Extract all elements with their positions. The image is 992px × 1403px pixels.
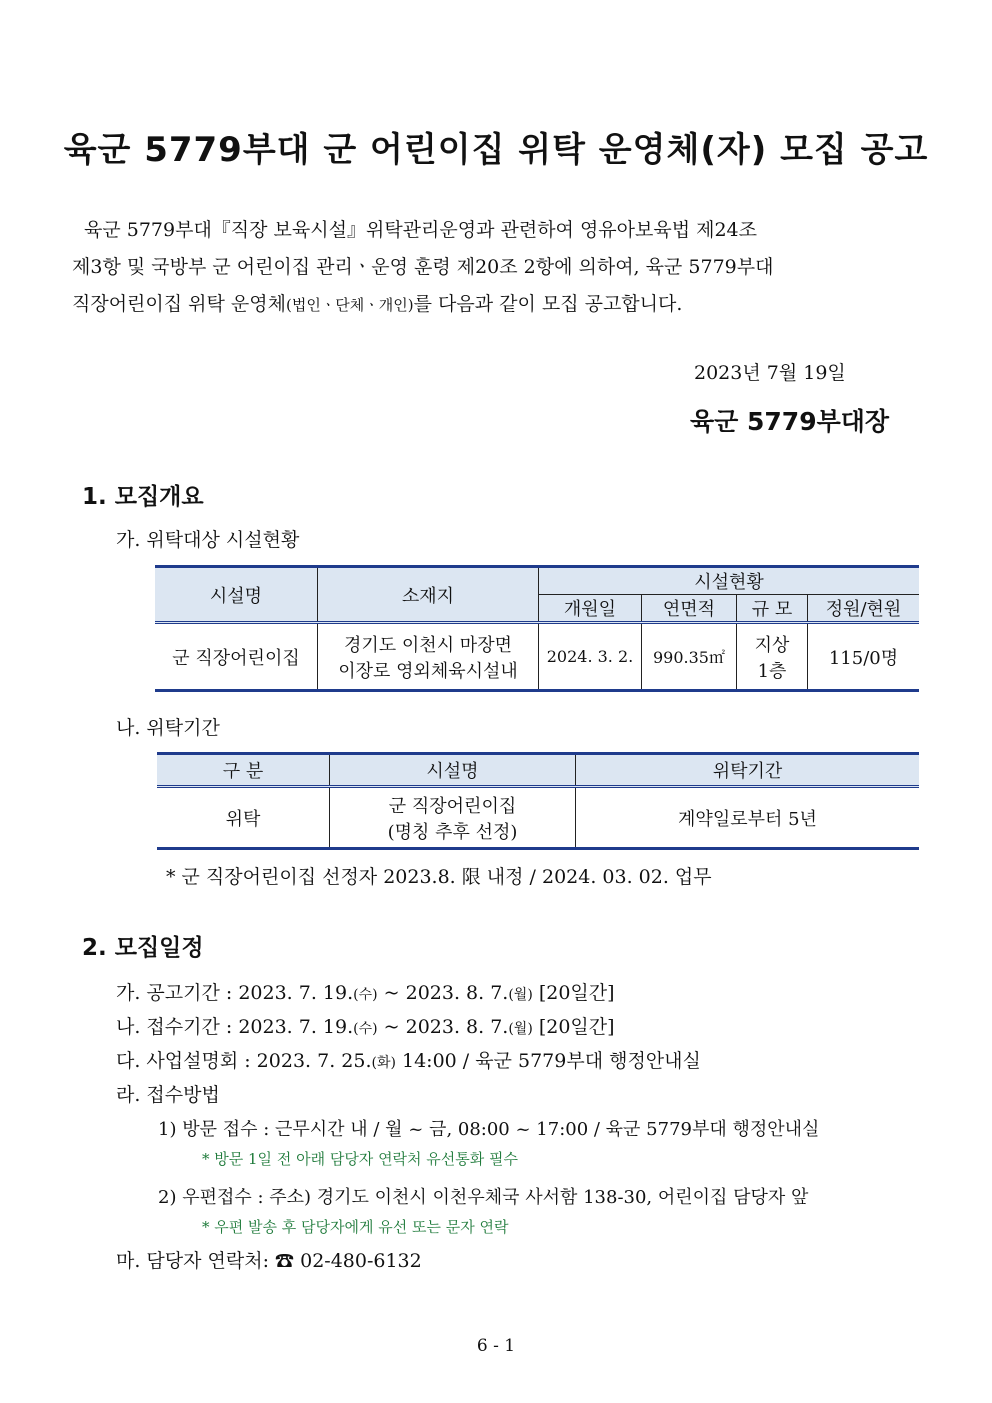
cell-line: 이장로 영외체육시설내 xyxy=(338,660,518,682)
weekday: (수) xyxy=(353,987,378,1003)
cell-line: 지상 xyxy=(754,634,790,656)
item-text: [20일간] xyxy=(532,982,615,1004)
cell-line: 1층 xyxy=(757,660,787,682)
weekday: (월) xyxy=(508,1021,533,1037)
contact-line xyxy=(116,1246,422,1273)
weekday: (월) xyxy=(508,987,533,1003)
page-title: 육군 5779부대 군 어린이집 위탁 운영체(자) 모집 공고 xyxy=(63,130,929,170)
table-cell xyxy=(737,623,808,691)
weekday: (화) xyxy=(371,1055,396,1071)
schedule-item xyxy=(116,1012,615,1039)
subsection-heading: 가. 위탁대상 시설현황 xyxy=(116,529,300,551)
header-cell: 위탁기간 xyxy=(576,754,920,787)
intro-paragraph xyxy=(72,212,932,324)
schedule-item xyxy=(116,978,615,1005)
table-cell xyxy=(330,787,576,849)
submission-method: 1) 방문 접수 : 근무시간 내 / 월 ~ 금, 08:00 ~ 17:00 / 육군 5779부대 행정안내실 xyxy=(158,1119,820,1140)
intro-line xyxy=(72,286,932,324)
method-note: * 우편 발송 후 담당자에게 유선 또는 문자 연락 xyxy=(202,1218,509,1236)
table-cell: 군 직장어린이집 xyxy=(155,623,318,691)
header-cell: 정원/현원 xyxy=(808,595,920,623)
item-text: 나. 접수기간 : 2023. 7. 19. xyxy=(116,1016,354,1038)
contact-label: 마. 담당자 연락처: xyxy=(116,1250,276,1272)
table-cell: 115/0명 xyxy=(808,623,920,691)
phone-icon: ☎ xyxy=(275,1250,295,1272)
page-number: 6 - 1 xyxy=(476,1336,516,1356)
intro-line: 제3항 및 국방부 군 어린이집 관리ㆍ운영 훈령 제20조 2항에 의하여, 육군 5779부대 xyxy=(72,256,774,278)
intro-text: 를 다음과 같이 모집 공고합니다. xyxy=(413,293,683,315)
header-cell: 시설명 xyxy=(330,754,576,787)
table-cell: 2024. 3. 2. xyxy=(539,623,642,691)
section-heading: 1. 모집개요 xyxy=(82,484,204,510)
cell-line: 경기도 이천시 마장면 xyxy=(344,634,512,656)
method-note: * 방문 1일 전 아래 담당자 연락처 유선통화 필수 xyxy=(202,1150,519,1168)
announcement-date: 2023년 7월 19일 xyxy=(694,362,846,384)
signer: 육군 5779부대장 xyxy=(690,407,890,436)
subsection-heading: 나. 위탁기간 xyxy=(116,717,220,739)
item-text: 다. 사업설명회 : 2023. 7. 25. xyxy=(116,1050,372,1072)
item-text: 14:00 / 육군 5779부대 행정안내실 xyxy=(395,1050,701,1072)
weekday: (수) xyxy=(353,1021,378,1037)
header-cell: 시설명 xyxy=(155,567,318,623)
schedule-item: 라. 접수방법 xyxy=(116,1084,220,1106)
item-text: ~ 2023. 8. 7. xyxy=(377,1016,509,1038)
intro-line: 육군 5779부대『직장 보육시설』위탁관리운영과 관련하여 영유아보육법 제24조 xyxy=(84,219,757,241)
facility-table xyxy=(155,565,919,692)
intro-small-text: (법인ㆍ단체ㆍ개인) xyxy=(285,296,414,314)
section-heading: 2. 모집일정 xyxy=(82,935,204,961)
table-cell: 990.35㎡ xyxy=(642,623,737,691)
schedule-item xyxy=(116,1046,701,1073)
item-text: ~ 2023. 8. 7. xyxy=(377,982,509,1004)
table-cell: 계약일로부터 5년 xyxy=(576,787,920,849)
cell-line: (명칭 추후 선정) xyxy=(387,821,518,843)
header-cell: 규 모 xyxy=(737,595,808,623)
contact-phone: 02-480-6132 xyxy=(294,1250,422,1272)
item-text: [20일간] xyxy=(532,1016,615,1038)
submission-method: 2) 우편접수 : 주소) 경기도 이천시 이천우체국 사서함 138-30, 어린이집 담당자 앞 xyxy=(158,1187,809,1208)
table-cell xyxy=(318,623,539,691)
table-cell: 위탁 xyxy=(157,787,330,849)
header-cell: 시설현황 xyxy=(539,567,920,595)
period-table xyxy=(157,752,919,850)
header-cell: 연면적 xyxy=(642,595,737,623)
header-cell: 개원일 xyxy=(539,595,642,623)
header-cell: 구 분 xyxy=(157,754,330,787)
intro-text: 직장어린이집 위탁 운영체 xyxy=(72,293,286,315)
footnote: * 군 직장어린이집 선정자 2023.8. 限 내정 / 2024. 03. 02. 업무 xyxy=(166,866,712,888)
header-cell: 소재지 xyxy=(318,567,539,623)
cell-line: 군 직장어린이집 xyxy=(388,795,517,817)
item-text: 가. 공고기간 : 2023. 7. 19. xyxy=(116,982,354,1004)
